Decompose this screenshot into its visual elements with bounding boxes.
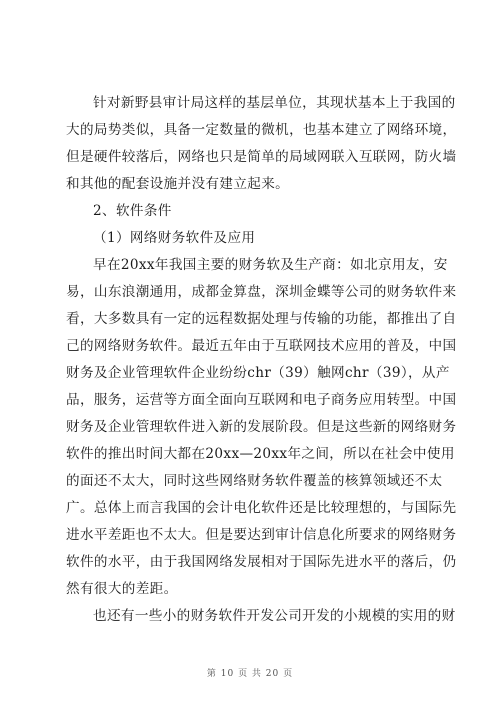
- paragraph-2-line-10: 广。总体上而言我国的会计电化软件还是比较理想的，与国际先: [66, 500, 457, 516]
- paragraph-2-line-4: 己的网络财务软件。最近五年由于互联网技术应用的普及，中国: [66, 338, 457, 354]
- paragraph-1-line-2: 大的局势类似，具备一定数量的微机，也基本建立了网络环境，: [66, 122, 457, 138]
- paragraph-2-line-5: 财务及企业管理软件企业纷纷chr（39）触网chr（39），从产: [66, 365, 450, 381]
- paragraph-2-line-2: 易，山东浪潮通用，成都金算盘，深圳金蝶等公司的财务软件来: [66, 284, 457, 300]
- subsection-heading: （1）网络财务软件及应用: [93, 230, 256, 246]
- paragraph-2-line-9: 的面还不太大，同时这些网络财务软件覆盖的核算领域还不太: [66, 473, 443, 489]
- paragraph-2-line-1: 早在20xx年我国主要的财务软及生产商：如北京用友，安: [93, 257, 448, 273]
- paragraph-2-line-8: 软件的推出时间大都在20xx—20xx年之间，所以在社会中使用: [66, 446, 455, 462]
- paragraph-2-line-13: 然有很大的差距。: [66, 581, 178, 597]
- paragraph-2-line-11: 进水平差距也不太大。但是要达到审计信息化所要求的网络财务: [66, 527, 457, 543]
- paragraph-2-line-12: 软件的水平，由于我国网络发展相对于国际先进水平的落后，仍: [66, 554, 457, 570]
- paragraph-1-line-1: 针对新野县审计局这样的基层单位，其现状基本上于我国的: [93, 95, 456, 111]
- paragraph-2-line-6: 品，服务，运营等方面全面向互联网和电子商务应用转型。中国: [66, 392, 457, 408]
- paragraph-1-line-4: 和其他的配套设施并没有建立起来。: [66, 176, 290, 192]
- page-footer: 第 10 页 共 20 页: [206, 669, 294, 679]
- paragraph-3-line-1: 也还有一些小的财务软件开发公司开发的小规模的实用的财: [93, 608, 456, 624]
- paragraph-2-line-3: 看，大多数具有一定的远程数据处理与传输的功能，都推出了自: [66, 311, 457, 327]
- section-heading: 2、软件条件: [93, 203, 172, 219]
- paragraph-1-line-3: 但是硬件较落后，网络也只是简单的局域网联入互联网，防火墙: [66, 149, 457, 165]
- paragraph-2-line-7: 财务及企业管理软件进入新的发展阶段。但是这些新的网络财务: [66, 419, 457, 435]
